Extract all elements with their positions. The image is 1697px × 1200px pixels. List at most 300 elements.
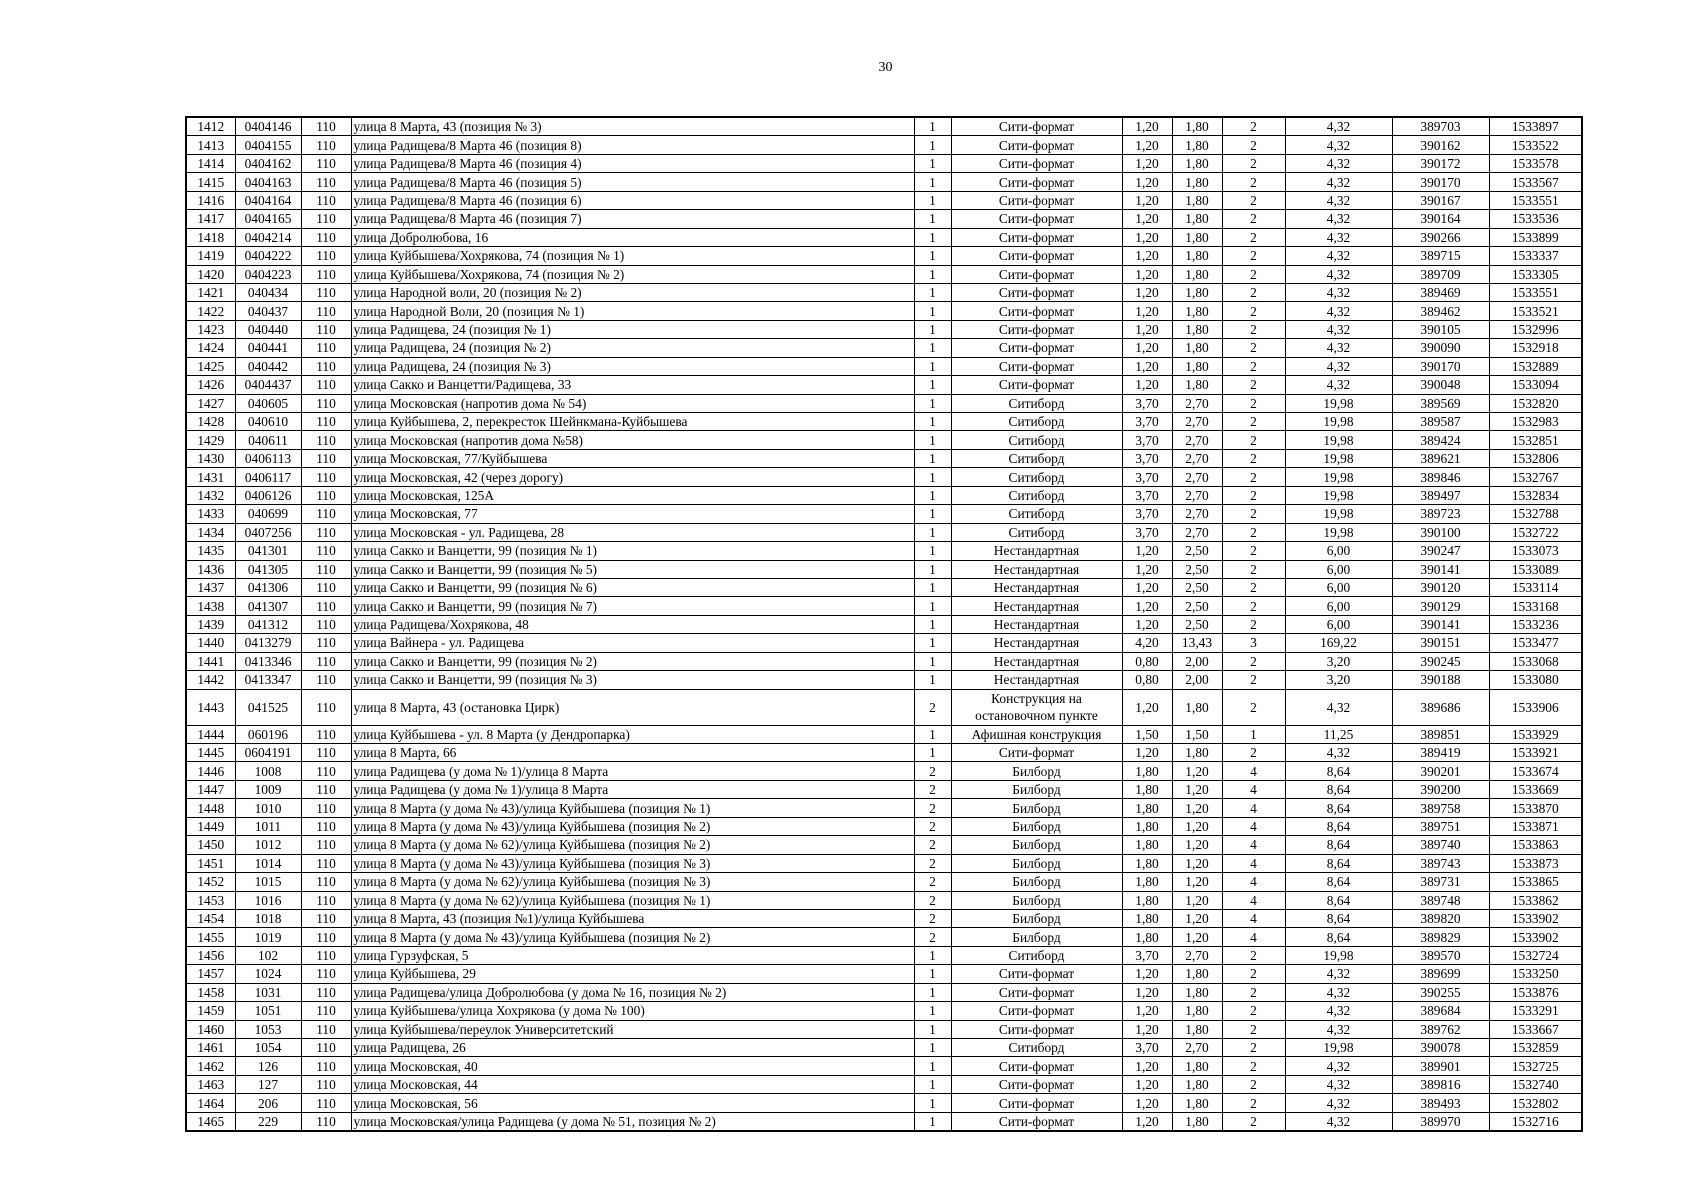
cell-coord-x: 389758 <box>1392 799 1489 817</box>
cell-faces-count: 2 <box>1222 744 1285 762</box>
cell-construction-type: Сити-формат <box>951 965 1122 983</box>
cell-sides-count: 1 <box>914 117 951 136</box>
cell-construction-type: Билборд <box>951 854 1122 872</box>
cell-area: 4,32 <box>1285 357 1392 375</box>
cell-faces-count: 2 <box>1222 339 1285 357</box>
cell-area: 11,25 <box>1285 725 1392 743</box>
cell-coord-x: 390170 <box>1392 173 1489 191</box>
cell-width: 1,80 <box>1122 928 1172 946</box>
cell-object-code: 041307 <box>235 597 301 615</box>
ad-structures-table <box>185 116 1583 1132</box>
cell-address: улица Сакко и Ванцетти, 99 (позиция № 2) <box>351 652 914 670</box>
cell-address: улица Радищева/8 Марта 46 (позиция 8) <box>351 136 914 154</box>
cell-coord-y: 1532725 <box>1489 1057 1582 1075</box>
cell-zone-code: 110 <box>301 780 351 798</box>
cell-construction-type: Ситиборд <box>951 431 1122 449</box>
cell-construction-type: Сити-формат <box>951 173 1122 191</box>
cell-coord-y: 1533870 <box>1489 799 1582 817</box>
cell-row-number: 1462 <box>186 1057 235 1075</box>
cell-sides-count: 1 <box>914 339 951 357</box>
cell-address: улица 8 Марта (у дома № 43)/улица Куйбышева (позиция № 1) <box>351 799 914 817</box>
cell-coord-y: 1533080 <box>1489 671 1582 689</box>
cell-coord-x: 389703 <box>1392 117 1489 136</box>
cell-area: 4,32 <box>1285 210 1392 228</box>
cell-sides-count: 1 <box>914 505 951 523</box>
cell-construction-type: Сити-формат <box>951 320 1122 338</box>
cell-row-number: 1443 <box>186 689 235 725</box>
cell-area: 8,64 <box>1285 762 1392 780</box>
cell-height: 1,80 <box>1172 1075 1222 1093</box>
cell-object-code: 041301 <box>235 542 301 560</box>
cell-height: 1,80 <box>1172 210 1222 228</box>
cell-object-code: 040605 <box>235 394 301 412</box>
cell-coord-x: 389829 <box>1392 928 1489 946</box>
cell-coord-x: 389715 <box>1392 247 1489 265</box>
cell-coord-x: 390266 <box>1392 228 1489 246</box>
cell-width: 1,20 <box>1122 173 1172 191</box>
cell-sides-count: 1 <box>914 486 951 504</box>
table-row <box>186 154 1582 172</box>
cell-construction-type: Сити-формат <box>951 357 1122 375</box>
cell-zone-code: 110 <box>301 615 351 633</box>
cell-row-number: 1421 <box>186 283 235 301</box>
cell-zone-code: 110 <box>301 394 351 412</box>
cell-sides-count: 1 <box>914 1075 951 1093</box>
cell-area: 4,32 <box>1285 1057 1392 1075</box>
cell-area: 8,64 <box>1285 854 1392 872</box>
cell-row-number: 1444 <box>186 725 235 743</box>
cell-address: улица Сакко и Ванцетти, 99 (позиция № 7) <box>351 597 914 615</box>
cell-address: улица Московская (напротив дома № 54) <box>351 394 914 412</box>
table-row <box>186 486 1582 504</box>
cell-height: 2,70 <box>1172 1039 1222 1057</box>
cell-zone-code: 110 <box>301 817 351 835</box>
cell-height: 2,50 <box>1172 578 1222 596</box>
cell-faces-count: 2 <box>1222 265 1285 283</box>
cell-zone-code: 110 <box>301 799 351 817</box>
cell-sides-count: 1 <box>914 265 951 283</box>
cell-coord-y: 1533899 <box>1489 228 1582 246</box>
cell-area: 4,32 <box>1285 265 1392 283</box>
cell-coord-y: 1533291 <box>1489 1002 1582 1020</box>
cell-coord-y: 1532820 <box>1489 394 1582 412</box>
cell-sides-count: 2 <box>914 909 951 927</box>
cell-coord-y: 1533521 <box>1489 302 1582 320</box>
cell-height: 1,80 <box>1172 689 1222 725</box>
cell-construction-type: Сити-формат <box>951 302 1122 320</box>
cell-height: 2,50 <box>1172 597 1222 615</box>
cell-height: 1,80 <box>1172 265 1222 283</box>
cell-row-number: 1427 <box>186 394 235 412</box>
cell-width: 1,20 <box>1122 1112 1172 1131</box>
cell-row-number: 1422 <box>186 302 235 320</box>
cell-area: 4,32 <box>1285 247 1392 265</box>
table-row <box>186 431 1582 449</box>
cell-coord-y: 1532889 <box>1489 357 1582 375</box>
cell-height: 2,70 <box>1172 523 1222 541</box>
cell-object-code: 0404146 <box>235 117 301 136</box>
cell-zone-code: 110 <box>301 652 351 670</box>
cell-coord-x: 390090 <box>1392 339 1489 357</box>
cell-address: улица Московская (напротив дома №58) <box>351 431 914 449</box>
cell-width: 1,20 <box>1122 615 1172 633</box>
cell-faces-count: 2 <box>1222 394 1285 412</box>
cell-address: улица Куйбышева - ул. 8 Марта (у Дендропарка) <box>351 725 914 743</box>
cell-address: улица 8 Марта, 43 (позиция № 3) <box>351 117 914 136</box>
cell-object-code: 041525 <box>235 689 301 725</box>
cell-area: 8,64 <box>1285 817 1392 835</box>
cell-width: 1,20 <box>1122 597 1172 615</box>
cell-faces-count: 2 <box>1222 154 1285 172</box>
cell-row-number: 1434 <box>186 523 235 541</box>
cell-coord-y: 1532716 <box>1489 1112 1582 1131</box>
cell-object-code: 040610 <box>235 413 301 431</box>
cell-coord-x: 390164 <box>1392 210 1489 228</box>
cell-faces-count: 2 <box>1222 560 1285 578</box>
cell-zone-code: 110 <box>301 431 351 449</box>
cell-object-code: 1018 <box>235 909 301 927</box>
cell-address: улица Московская/улица Радищева (у дома № 51, позиция № 2) <box>351 1112 914 1131</box>
cell-construction-type: Нестандартная <box>951 542 1122 560</box>
cell-faces-count: 2 <box>1222 652 1285 670</box>
cell-zone-code: 110 <box>301 965 351 983</box>
table-row <box>186 173 1582 191</box>
cell-object-code: 1010 <box>235 799 301 817</box>
cell-construction-type: Билборд <box>951 836 1122 854</box>
cell-construction-type: Сити-формат <box>951 744 1122 762</box>
cell-width: 4,20 <box>1122 634 1172 652</box>
cell-sides-count: 1 <box>914 357 951 375</box>
cell-address: улица Московская, 125А <box>351 486 914 504</box>
cell-width: 1,20 <box>1122 228 1172 246</box>
cell-sides-count: 1 <box>914 302 951 320</box>
cell-height: 1,80 <box>1172 965 1222 983</box>
table-row <box>186 1075 1582 1093</box>
cell-zone-code: 110 <box>301 136 351 154</box>
cell-address: улица Радищева, 24 (позиция № 3) <box>351 357 914 375</box>
cell-object-code: 040440 <box>235 320 301 338</box>
cell-object-code: 040611 <box>235 431 301 449</box>
cell-height: 2,50 <box>1172 542 1222 560</box>
cell-zone-code: 110 <box>301 909 351 927</box>
cell-sides-count: 2 <box>914 836 951 854</box>
cell-coord-y: 1533536 <box>1489 210 1582 228</box>
cell-height: 2,70 <box>1172 486 1222 504</box>
cell-coord-y: 1533236 <box>1489 615 1582 633</box>
cell-faces-count: 2 <box>1222 210 1285 228</box>
table-row <box>186 928 1582 946</box>
table-row <box>186 117 1582 136</box>
cell-address: улица Московская, 42 (через дорогу) <box>351 468 914 486</box>
table-body <box>186 117 1582 1131</box>
cell-address: улица 8 Марта (у дома № 43)/улица Куйбышева (позиция № 2) <box>351 817 914 835</box>
cell-area: 4,32 <box>1285 173 1392 191</box>
cell-coord-y: 1533862 <box>1489 891 1582 909</box>
cell-object-code: 0407256 <box>235 523 301 541</box>
cell-height: 2,50 <box>1172 615 1222 633</box>
cell-address: улица Московская - ул. Радищева, 28 <box>351 523 914 541</box>
cell-object-code: 1012 <box>235 836 301 854</box>
table-row <box>186 413 1582 431</box>
table-row <box>186 836 1582 854</box>
cell-area: 4,32 <box>1285 302 1392 320</box>
cell-sides-count: 1 <box>914 946 951 964</box>
cell-width: 3,70 <box>1122 468 1172 486</box>
cell-coord-y: 1532740 <box>1489 1075 1582 1093</box>
cell-object-code: 0404164 <box>235 191 301 209</box>
table-row <box>186 376 1582 394</box>
cell-object-code: 206 <box>235 1094 301 1112</box>
cell-coord-y: 1533863 <box>1489 836 1582 854</box>
cell-faces-count: 2 <box>1222 413 1285 431</box>
table-row <box>186 615 1582 633</box>
cell-faces-count: 2 <box>1222 946 1285 964</box>
cell-coord-y: 1533250 <box>1489 965 1582 983</box>
cell-construction-type: Нестандартная <box>951 597 1122 615</box>
cell-object-code: 0406113 <box>235 449 301 467</box>
cell-row-number: 1442 <box>186 671 235 689</box>
cell-row-number: 1450 <box>186 836 235 854</box>
cell-coord-x: 390201 <box>1392 762 1489 780</box>
cell-width: 1,20 <box>1122 339 1172 357</box>
cell-height: 1,80 <box>1172 357 1222 375</box>
cell-construction-type: Сити-формат <box>951 1020 1122 1038</box>
cell-sides-count: 1 <box>914 1020 951 1038</box>
cell-area: 8,64 <box>1285 836 1392 854</box>
table-row <box>186 854 1582 872</box>
cell-coord-y: 1533094 <box>1489 376 1582 394</box>
cell-zone-code: 110 <box>301 228 351 246</box>
cell-row-number: 1412 <box>186 117 235 136</box>
cell-coord-x: 390129 <box>1392 597 1489 615</box>
cell-faces-count: 2 <box>1222 117 1285 136</box>
cell-address: улица Куйбышева, 29 <box>351 965 914 983</box>
table-row <box>186 1002 1582 1020</box>
cell-sides-count: 1 <box>914 965 951 983</box>
table-row <box>186 468 1582 486</box>
table-row <box>186 725 1582 743</box>
cell-coord-x: 389493 <box>1392 1094 1489 1112</box>
cell-sides-count: 2 <box>914 780 951 798</box>
cell-object-code: 1008 <box>235 762 301 780</box>
cell-height: 1,80 <box>1172 191 1222 209</box>
cell-faces-count: 2 <box>1222 1039 1285 1057</box>
cell-address: улица Народной воли, 20 (позиция № 2) <box>351 283 914 301</box>
table-row <box>186 523 1582 541</box>
cell-zone-code: 110 <box>301 173 351 191</box>
cell-faces-count: 2 <box>1222 191 1285 209</box>
cell-sides-count: 1 <box>914 449 951 467</box>
cell-construction-type: Билборд <box>951 780 1122 798</box>
cell-row-number: 1438 <box>186 597 235 615</box>
cell-area: 4,32 <box>1285 376 1392 394</box>
cell-row-number: 1419 <box>186 247 235 265</box>
cell-row-number: 1435 <box>186 542 235 560</box>
cell-coord-y: 1533897 <box>1489 117 1582 136</box>
cell-coord-x: 390170 <box>1392 357 1489 375</box>
cell-coord-x: 390078 <box>1392 1039 1489 1057</box>
table-row <box>186 247 1582 265</box>
cell-zone-code: 110 <box>301 357 351 375</box>
cell-construction-type: Сити-формат <box>951 339 1122 357</box>
cell-coord-x: 389751 <box>1392 817 1489 835</box>
cell-row-number: 1439 <box>186 615 235 633</box>
cell-row-number: 1441 <box>186 652 235 670</box>
cell-object-code: 0413347 <box>235 671 301 689</box>
cell-width: 1,20 <box>1122 965 1172 983</box>
cell-sides-count: 1 <box>914 725 951 743</box>
page-number: 30 <box>878 60 893 75</box>
cell-object-code: 0404214 <box>235 228 301 246</box>
cell-width: 3,70 <box>1122 946 1172 964</box>
cell-address: улица Радищева/улица Добролюбова (у дома № 16, позиция № 2) <box>351 983 914 1001</box>
cell-construction-type: Сити-формат <box>951 228 1122 246</box>
cell-area: 3,20 <box>1285 652 1392 670</box>
cell-sides-count: 1 <box>914 431 951 449</box>
cell-sides-count: 1 <box>914 597 951 615</box>
cell-faces-count: 2 <box>1222 1075 1285 1093</box>
cell-zone-code: 110 <box>301 836 351 854</box>
cell-coord-x: 389587 <box>1392 413 1489 431</box>
cell-zone-code: 110 <box>301 983 351 1001</box>
cell-height: 2,00 <box>1172 652 1222 670</box>
cell-row-number: 1446 <box>186 762 235 780</box>
cell-object-code: 0404162 <box>235 154 301 172</box>
table-row <box>186 652 1582 670</box>
cell-construction-type: Сити-формат <box>951 1075 1122 1093</box>
cell-row-number: 1456 <box>186 946 235 964</box>
cell-sides-count: 1 <box>914 615 951 633</box>
cell-height: 1,80 <box>1172 320 1222 338</box>
cell-sides-count: 1 <box>914 320 951 338</box>
cell-zone-code: 110 <box>301 210 351 228</box>
cell-coord-x: 389570 <box>1392 946 1489 964</box>
cell-object-code: 1024 <box>235 965 301 983</box>
cell-coord-y: 1532767 <box>1489 468 1582 486</box>
cell-faces-count: 4 <box>1222 909 1285 927</box>
cell-coord-x: 389569 <box>1392 394 1489 412</box>
cell-height: 1,20 <box>1172 891 1222 909</box>
cell-coord-x: 389851 <box>1392 725 1489 743</box>
cell-height: 1,80 <box>1172 983 1222 1001</box>
cell-sides-count: 1 <box>914 1039 951 1057</box>
table-row <box>186 744 1582 762</box>
cell-sides-count: 1 <box>914 173 951 191</box>
cell-width: 1,20 <box>1122 191 1172 209</box>
cell-coord-x: 389743 <box>1392 854 1489 872</box>
cell-construction-type: Сити-формат <box>951 154 1122 172</box>
cell-address: улица Радищева/Хохрякова, 48 <box>351 615 914 633</box>
cell-construction-type: Нестандартная <box>951 615 1122 633</box>
cell-sides-count: 1 <box>914 578 951 596</box>
cell-height: 1,20 <box>1172 762 1222 780</box>
cell-construction-type: Билборд <box>951 799 1122 817</box>
cell-height: 1,50 <box>1172 725 1222 743</box>
cell-coord-y: 1533551 <box>1489 191 1582 209</box>
cell-construction-type: Ситиборд <box>951 486 1122 504</box>
cell-width: 0,80 <box>1122 652 1172 670</box>
cell-row-number: 1459 <box>186 1002 235 1020</box>
cell-sides-count: 1 <box>914 210 951 228</box>
cell-width: 1,20 <box>1122 357 1172 375</box>
cell-object-code: 1009 <box>235 780 301 798</box>
cell-faces-count: 4 <box>1222 799 1285 817</box>
cell-object-code: 1019 <box>235 928 301 946</box>
cell-faces-count: 2 <box>1222 320 1285 338</box>
cell-area: 4,32 <box>1285 283 1392 301</box>
cell-width: 1,20 <box>1122 560 1172 578</box>
cell-height: 1,80 <box>1172 136 1222 154</box>
table-row <box>186 210 1582 228</box>
cell-zone-code: 110 <box>301 762 351 780</box>
cell-construction-type: Ситиборд <box>951 505 1122 523</box>
cell-zone-code: 110 <box>301 542 351 560</box>
cell-construction-type: Сити-формат <box>951 283 1122 301</box>
cell-area: 4,32 <box>1285 228 1392 246</box>
cell-height: 1,80 <box>1172 283 1222 301</box>
table-row <box>186 909 1582 927</box>
cell-address: улица Сакко и Ванцетти/Радищева, 33 <box>351 376 914 394</box>
cell-object-code: 040441 <box>235 339 301 357</box>
cell-row-number: 1423 <box>186 320 235 338</box>
cell-area: 169,22 <box>1285 634 1392 652</box>
table-row <box>186 357 1582 375</box>
cell-width: 1,20 <box>1122 578 1172 596</box>
cell-coord-x: 390100 <box>1392 523 1489 541</box>
cell-width: 3,70 <box>1122 394 1172 412</box>
cell-object-code: 127 <box>235 1075 301 1093</box>
cell-coord-y: 1532834 <box>1489 486 1582 504</box>
cell-object-code: 060196 <box>235 725 301 743</box>
cell-object-code: 1053 <box>235 1020 301 1038</box>
cell-coord-x: 390120 <box>1392 578 1489 596</box>
cell-construction-type: Ситиборд <box>951 468 1122 486</box>
cell-object-code: 041312 <box>235 615 301 633</box>
cell-address: улица Радищева, 24 (позиция № 2) <box>351 339 914 357</box>
cell-zone-code: 110 <box>301 1075 351 1093</box>
cell-row-number: 1429 <box>186 431 235 449</box>
cell-address: улица 8 Марта (у дома № 43)/улица Куйбышева (позиция № 3) <box>351 854 914 872</box>
cell-height: 13,43 <box>1172 634 1222 652</box>
cell-address: улица Радищева/8 Марта 46 (позиция 5) <box>351 173 914 191</box>
cell-sides-count: 1 <box>914 136 951 154</box>
cell-coord-y: 1532722 <box>1489 523 1582 541</box>
cell-row-number: 1454 <box>186 909 235 927</box>
cell-height: 1,80 <box>1172 376 1222 394</box>
cell-construction-type: Сити-формат <box>951 1057 1122 1075</box>
cell-row-number: 1463 <box>186 1075 235 1093</box>
cell-height: 2,70 <box>1172 394 1222 412</box>
cell-width: 1,20 <box>1122 265 1172 283</box>
cell-sides-count: 1 <box>914 394 951 412</box>
cell-width: 1,20 <box>1122 542 1172 560</box>
cell-area: 4,32 <box>1285 1112 1392 1131</box>
cell-zone-code: 110 <box>301 725 351 743</box>
cell-height: 2,70 <box>1172 413 1222 431</box>
cell-area: 8,64 <box>1285 780 1392 798</box>
cell-object-code: 0604191 <box>235 744 301 762</box>
cell-height: 1,20 <box>1172 873 1222 891</box>
table-row <box>186 762 1582 780</box>
cell-sides-count: 2 <box>914 817 951 835</box>
cell-sides-count: 1 <box>914 413 951 431</box>
table-row <box>186 597 1582 615</box>
cell-area: 6,00 <box>1285 597 1392 615</box>
cell-construction-type: Нестандартная <box>951 671 1122 689</box>
cell-object-code: 0404222 <box>235 247 301 265</box>
cell-zone-code: 110 <box>301 505 351 523</box>
cell-area: 4,32 <box>1285 339 1392 357</box>
